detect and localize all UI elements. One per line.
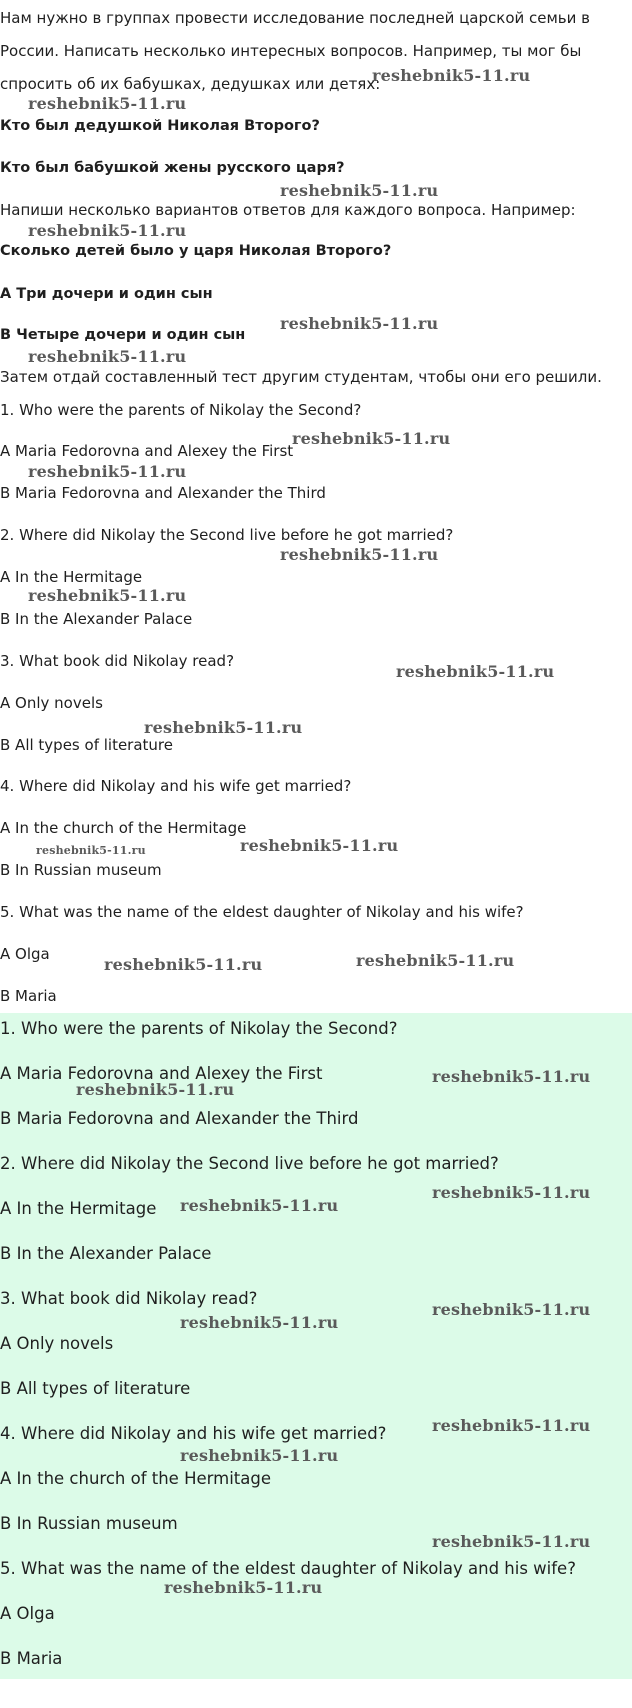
test-question: 3. What book did Nikolay read?	[0, 652, 235, 670]
test-answer-b: B Maria Fedorovna and Alexander the Third	[0, 484, 326, 502]
example-answer-a: A Три дочери и один сын	[0, 286, 213, 302]
watermark: reshebnik5-11.ru	[144, 718, 303, 737]
watermark: reshebnik5-11.ru	[280, 545, 439, 564]
watermark: reshebnik5-11.ru	[432, 1416, 591, 1435]
test-answer-a: A Olga	[0, 945, 50, 963]
answer-option-a: A Olga	[0, 1604, 55, 1623]
watermark: reshebnik5-11.ru	[432, 1300, 591, 1319]
test-question: 5. What was the name of the eldest daughter of Nikolay and his wife?	[0, 903, 524, 921]
intro-line-3: спросить об их бабушках, дедушках или детях:	[0, 75, 381, 93]
answer-option-b: B All types of literature	[0, 1379, 191, 1398]
watermark: reshebnik5-11.ru	[76, 1080, 235, 1099]
test-answer-a: A Only novels	[0, 694, 103, 712]
test-question: 4. Where did Nikolay and his wife get married?	[0, 777, 352, 795]
answer-option-b: B In the Alexander Palace	[0, 1244, 212, 1263]
instruction-text: Напиши несколько вариантов ответов для каждого вопроса. Например:	[0, 201, 576, 219]
test-question: 1. Who were the parents of Nikolay the Second?	[0, 401, 362, 419]
watermark: reshebnik5-11.ru	[36, 844, 146, 857]
test-answer-a: A In the Hermitage	[0, 568, 143, 586]
answer-option-a: A In the church of the Hermitage	[0, 1469, 271, 1488]
watermark: reshebnik5-11.ru	[432, 1183, 591, 1202]
watermark: reshebnik5-11.ru	[164, 1578, 323, 1597]
watermark: reshebnik5-11.ru	[280, 314, 439, 333]
example-question-3: Сколько детей было у царя Николая Второго?	[0, 243, 392, 259]
watermark: reshebnik5-11.ru	[180, 1313, 339, 1332]
answer-question: 4. Where did Nikolay and his wife get married?	[0, 1424, 387, 1443]
watermark: reshebnik5-11.ru	[432, 1532, 591, 1551]
answer-option-b: B Maria	[0, 1649, 63, 1668]
answer-option-b: B Maria Fedorovna and Alexander the Third	[0, 1109, 359, 1128]
test-answer-b: B In the Alexander Palace	[0, 610, 193, 628]
watermark: reshebnik5-11.ru	[28, 462, 187, 481]
test-answer-b: B In Russian museum	[0, 861, 162, 879]
watermark: reshebnik5-11.ru	[28, 347, 187, 366]
watermark: reshebnik5-11.ru	[28, 221, 187, 240]
watermark: reshebnik5-11.ru	[356, 951, 515, 970]
test-answer-a: A Maria Fedorovna and Alexey the First	[0, 442, 294, 460]
watermark: reshebnik5-11.ru	[280, 181, 439, 200]
watermark: reshebnik5-11.ru	[240, 836, 399, 855]
watermark: reshebnik5-11.ru	[104, 955, 263, 974]
test-answer-b: B All types of literature	[0, 736, 173, 754]
watermark: reshebnik5-11.ru	[432, 1067, 591, 1086]
answer-question: 3. What book did Nikolay read?	[0, 1289, 258, 1308]
example-question-1: Кто был дедушкой Николая Второго?	[0, 118, 320, 134]
watermark: reshebnik5-11.ru	[292, 429, 451, 448]
answer-question: 2. Where did Nikolay the Second live before he got married?	[0, 1154, 499, 1173]
outro-text: Затем отдай составленный тест другим студентам, чтобы они его решили.	[0, 368, 602, 386]
test-question: 2. Where did Nikolay the Second live before he got married?	[0, 526, 454, 544]
answer-option-a: A Maria Fedorovna and Alexey the First	[0, 1064, 323, 1083]
watermark: reshebnik5-11.ru	[396, 662, 555, 681]
answer-option-a: A In the Hermitage	[0, 1199, 157, 1218]
watermark: reshebnik5-11.ru	[372, 66, 531, 85]
answer-option-a: A Only novels	[0, 1334, 114, 1353]
example-answer-b: B Четыре дочери и один сын	[0, 327, 246, 343]
answer-question: 1. Who were the parents of Nikolay the Second?	[0, 1019, 398, 1038]
intro-line-1: Нам нужно в группах провести исследование последней царской семьи в	[0, 9, 590, 27]
watermark: reshebnik5-11.ru	[180, 1446, 339, 1465]
watermark: reshebnik5-11.ru	[28, 94, 187, 113]
watermark: reshebnik5-11.ru	[28, 586, 187, 605]
example-question-2: Кто был бабушкой жены русского царя?	[0, 160, 345, 176]
watermark: reshebnik5-11.ru	[180, 1196, 339, 1215]
intro-line-2: России. Написать несколько интересных вопросов. Например, ты мог бы	[0, 42, 582, 60]
test-answer-b: B Maria	[0, 987, 57, 1005]
test-answer-a: A In the church of the Hermitage	[0, 819, 247, 837]
answer-option-b: B In Russian museum	[0, 1514, 178, 1533]
answer-question: 5. What was the name of the eldest daughter of Nikolay and his wife?	[0, 1559, 576, 1578]
